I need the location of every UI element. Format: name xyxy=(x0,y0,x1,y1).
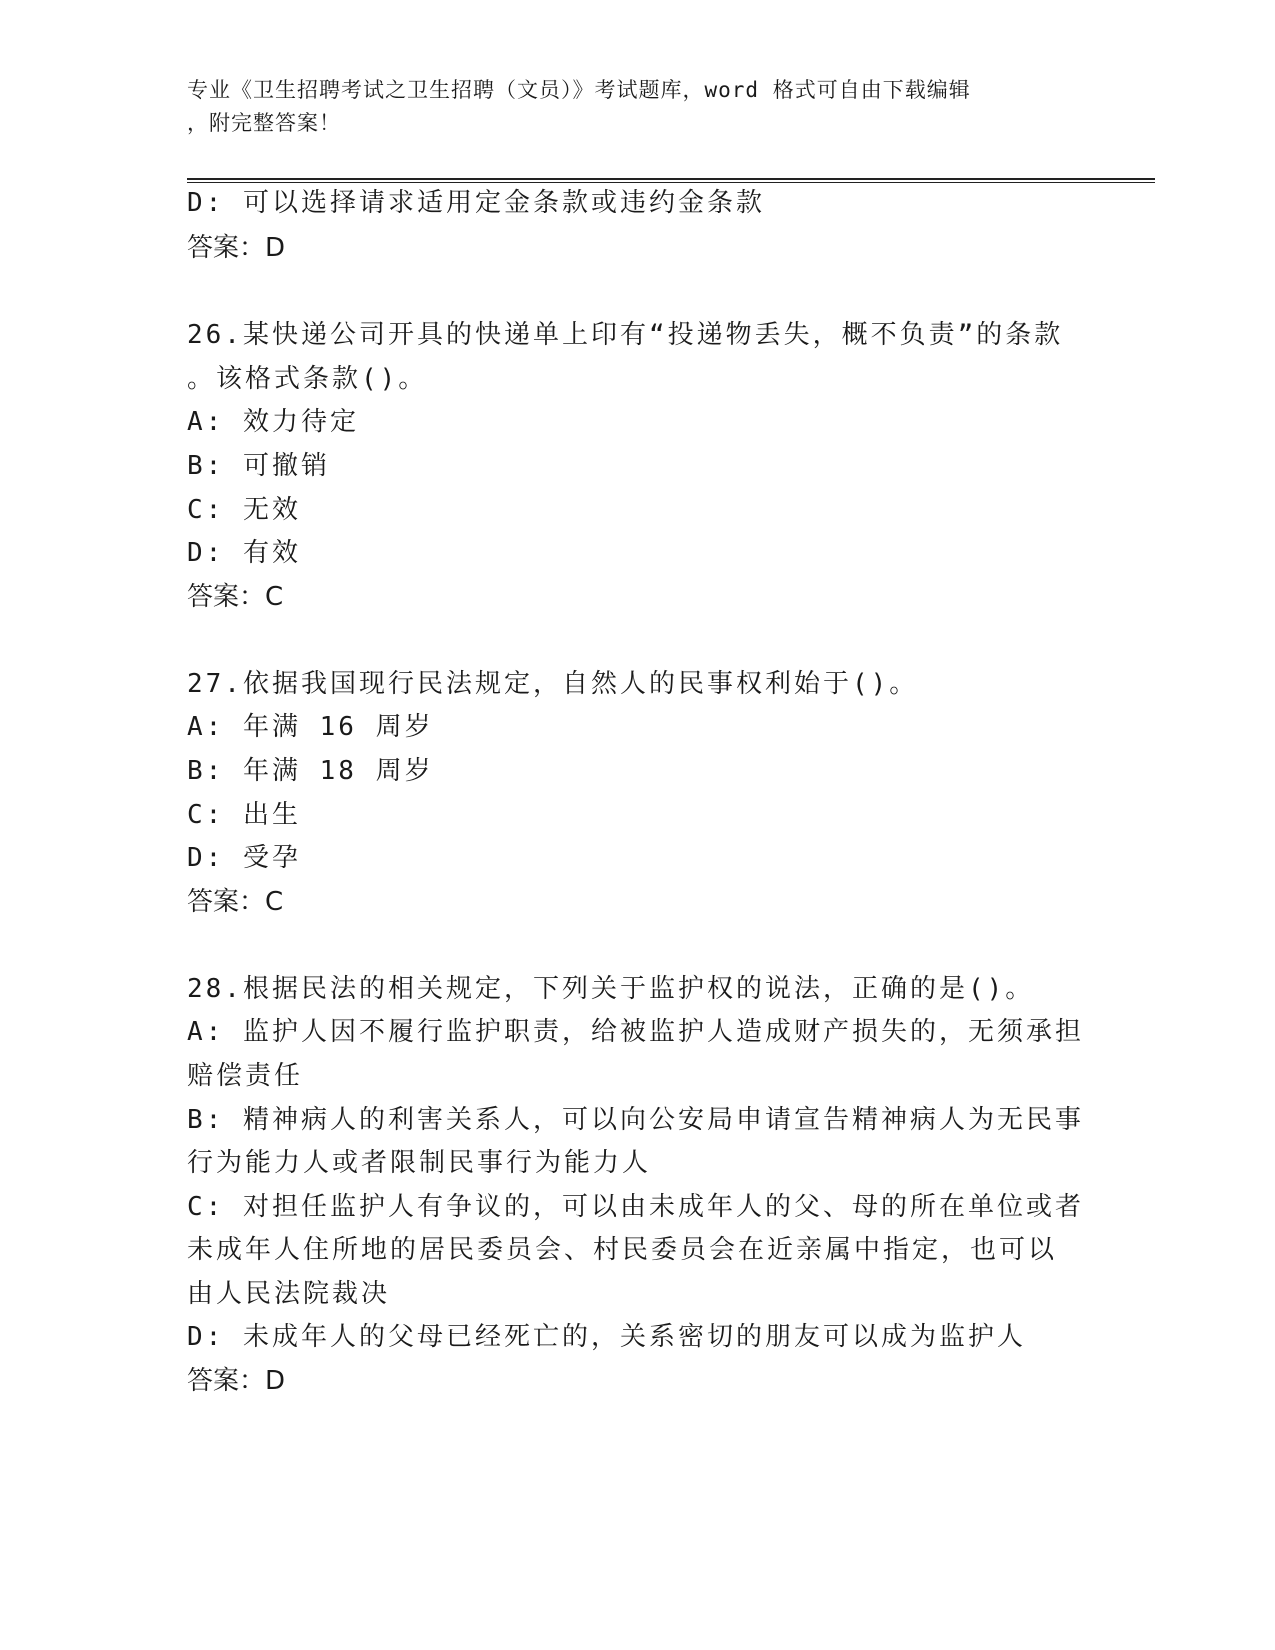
header-line-2: ，附完整答案！ xyxy=(187,111,341,135)
question-28-option-d: D: 未成年人的父母已经死亡的，关系密切的朋友可以成为监护人 xyxy=(187,1322,1026,1352)
question-28-option-a-line-2: 赔偿责任 xyxy=(187,1061,304,1091)
document-header xyxy=(187,74,1077,140)
question-27-option-a: A: 年满 16 周岁 xyxy=(187,712,434,742)
question-28-option-c-line-3: 由人民法院裁决 xyxy=(187,1279,391,1309)
question-26-option-d: D: 有效 xyxy=(187,538,301,568)
question-26-stem-1: 26.某快递公司开具的快递单上印有“投递物丢失，概不负责”的条款 xyxy=(187,320,1064,350)
question-27-option-c: C: 出生 xyxy=(187,800,301,830)
question-26-stem-2: 。该格式条款()。 xyxy=(187,364,428,394)
question-27-answer: 答案：C xyxy=(187,887,284,917)
question-27-stem: 27.依据我国现行民法规定，自然人的民事权利始于()。 xyxy=(187,669,919,699)
answer-prev: 答案：D xyxy=(187,233,286,263)
question-28-option-c-line-1: C: 对担任监护人有争议的，可以由未成年人的父、母的所在单位或者 xyxy=(187,1192,1084,1222)
option-d-prev: D: 可以选择请求适用定金条款或违约金条款 xyxy=(187,188,765,218)
question-28-answer: 答案：D xyxy=(187,1366,286,1396)
header-line-1: 专业《卫生招聘考试之卫生招聘（文员）》考试题库，word 格式可自由下载编辑 xyxy=(187,78,971,102)
question-28-option-c-line-2: 未成年人住所地的居民委员会、村民委员会在近亲属中指定，也可以 xyxy=(187,1235,1058,1265)
question-28-option-a-line-1: A: 监护人因不履行监护职责，给被监护人造成财产损失的，无须承担 xyxy=(187,1017,1084,1047)
question-26-option-b: B: 可撤销 xyxy=(187,451,330,481)
question-26-answer: 答案：C xyxy=(187,582,284,612)
question-28-option-b-line-2: 行为能力人或者限制民事行为能力人 xyxy=(187,1148,652,1178)
question-28-stem: 28.根据民法的相关规定，下列关于监护权的说法，正确的是()。 xyxy=(187,974,1035,1004)
question-26-option-a: A: 效力待定 xyxy=(187,407,359,437)
question-28-option-b-line-1: B: 精神病人的利害关系人，可以向公安局申请宣告精神病人为无民事 xyxy=(187,1105,1084,1135)
question-27-option-d: D: 受孕 xyxy=(187,843,301,873)
question-27-option-b: B: 年满 18 周岁 xyxy=(187,756,434,786)
header-divider xyxy=(187,178,1155,183)
question-26-option-c: C: 无效 xyxy=(187,495,301,525)
